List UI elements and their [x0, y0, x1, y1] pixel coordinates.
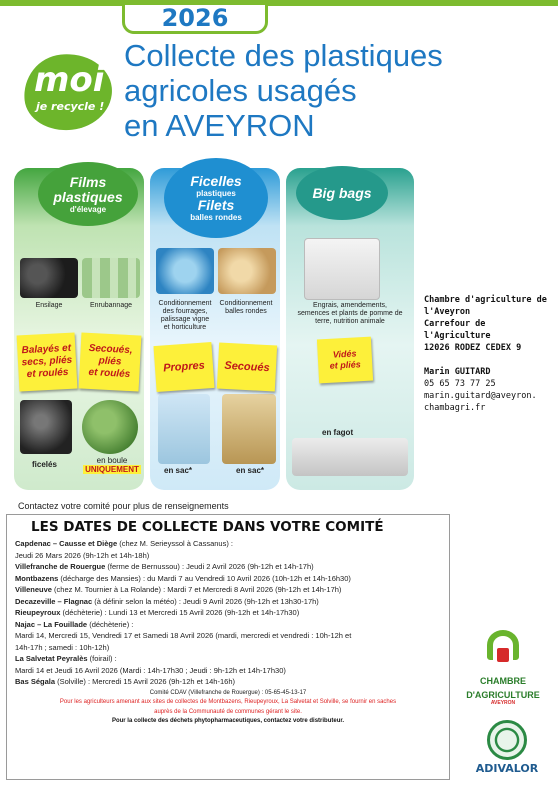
adivalor-logo	[464, 720, 550, 775]
contact-email-1[interactable]: marin.guitard@aveyron.	[424, 391, 537, 401]
chambre-agriculture-logo	[458, 628, 548, 718]
date-entry	[15, 653, 441, 665]
date-entry	[15, 538, 441, 550]
date-entry	[15, 676, 441, 688]
caption-bigbags-2: semences et plants de pomme de	[297, 310, 403, 317]
label-en-fagot: en fagot	[322, 428, 354, 437]
date-entry-place: Bas Ségala	[15, 677, 56, 686]
adivalor-circle-icon	[487, 720, 527, 760]
date-entry-place: Montbazens	[15, 573, 59, 583]
date-entry-place: Rieupeyroux	[15, 608, 61, 617]
foot-phyto: Pour la collecte des déchets phytopharmaceutiques, contactez votre distributeur.	[111, 718, 345, 724]
date-entry-detail: (à définir selon la météo) : Jeudi 9 Avril 2026 (9h-12h et 13h30-17h)	[92, 596, 319, 606]
date-entry	[15, 642, 441, 654]
date-entry-detail: 14h-17h ; samedi : 10h-12h)	[15, 642, 110, 652]
dates-list	[15, 538, 441, 688]
moi-je-recycle-logo	[24, 54, 112, 130]
dates-box	[6, 514, 450, 780]
caption-ficelles	[152, 300, 218, 332]
caption-filets-2: balles rondes	[225, 308, 267, 315]
contact-block	[424, 294, 554, 414]
films-title-1: Films	[69, 173, 107, 190]
ca-line2: D'AGRICULTURE	[466, 690, 540, 700]
caption-ficelles-3: palissage vigne	[160, 316, 210, 323]
films-title-2: plastiques	[53, 188, 123, 205]
contact-info: Contactez votre comité pour plus de renseignements	[18, 501, 229, 511]
date-entry-detail: (déchèterie) : Lundi 13 et Mercredi 15 Avril 2026 (9h-12h et 14h-17h30)	[60, 608, 300, 617]
ca-mark-icon	[481, 628, 525, 672]
title-line-3: en AVEYRON	[124, 108, 315, 143]
caption-enrubannage: Enrubannage	[89, 302, 133, 309]
foot-comite: Comité CDAV (Villefranche de Rouergue) : 05-65-45-13-17	[149, 689, 307, 696]
note-secoues-3: et roulés	[88, 366, 131, 381]
films-boule-photo	[82, 400, 138, 454]
date-entry-detail: (déchèterie) :	[87, 619, 134, 629]
year-box	[122, 2, 268, 34]
caption-bigbags-3: terre, nutrition animale	[315, 318, 385, 325]
date-entry-detail: (chez M. Serieyssol à Cassanus) :	[117, 539, 234, 548]
date-entry-detail: Mardi 14 et Jeudi 16 Avril 2026 (Mardi : 14h-17h30 ; Jeudi : 9h-12h et 14h-17h30)	[15, 665, 286, 675]
note-balayes-2: secs, pliés	[21, 354, 73, 369]
silage-photo	[20, 258, 78, 298]
label-en-boule-1: en boule	[96, 456, 128, 465]
date-entry	[15, 561, 441, 573]
caption-ficelles-2: des fourrages,	[162, 308, 208, 315]
date-entry-place: Najac – La Fouillade	[15, 619, 88, 629]
date-entry-place: Villeneuve	[15, 585, 52, 594]
sac-ficelles-photo	[158, 394, 210, 464]
date-entry	[15, 607, 441, 619]
date-entry-detail: (décharge des Mansies) : du Mardi 7 au Vendredi 10 Avril 2026 (10h-12h et 14h-16h30)	[58, 573, 351, 583]
note-secoues: Secoués	[217, 343, 277, 392]
bigbags-header	[296, 166, 388, 220]
caption-filets-1: Conditionnement	[219, 300, 273, 307]
caption-ficelles-1: Conditionnement	[158, 300, 212, 307]
ficelles-header	[164, 158, 268, 238]
contact-org1: Chambre d'agriculture de	[424, 295, 547, 305]
note-balayes-3: et roulés	[26, 366, 69, 381]
caption-filets	[214, 300, 278, 316]
note-vides-1: Vidés	[332, 348, 357, 360]
filets-sub: balles rondes	[190, 213, 242, 222]
caption-ficelles-4: et horticulture	[163, 324, 207, 331]
contact-addr1: Carrefour de l'Agriculture	[424, 319, 491, 341]
note-balayes	[17, 333, 78, 392]
date-entry	[15, 665, 441, 677]
label-en-sac-2: en sac*	[236, 466, 265, 475]
date-entry-place: Villefranche de Rouergue	[15, 562, 106, 571]
films-ficeles-photo	[20, 400, 72, 454]
ca-line1: CHAMBRE	[480, 676, 526, 686]
enrubannage-photo	[82, 258, 140, 298]
date-entry	[15, 584, 441, 596]
contact-phone: 05 65 73 77 25	[424, 379, 496, 389]
bigbags-title: Big bags	[312, 184, 372, 201]
date-entry-detail: (ferme de Bernussou) : Jeudi 2 Avril 2026 (9h-12h et 14h-17h)	[105, 562, 314, 571]
label-en-sac-1: en sac*	[164, 466, 193, 475]
date-entry-detail: (Solville) : Mercredi 15 Avril 2026 (9h-12h et 14h-16h)	[55, 677, 235, 686]
note-vides-2: et pliés	[329, 359, 362, 371]
logo-line1: moi	[34, 60, 105, 100]
dates-title: LES DATES DE COLLECTE DANS VOTRE COMITÉ	[31, 519, 384, 535]
contact-org2: l'Aveyron	[424, 307, 471, 317]
films-header	[38, 162, 138, 226]
films-subtitle: d'élevage	[69, 204, 107, 214]
caption-ensilage: Ensilage	[35, 302, 63, 309]
ficelles-photo	[156, 248, 214, 294]
date-entry-detail: (foirail) :	[87, 654, 117, 663]
contact-email-2[interactable]: chambagri.fr	[424, 403, 486, 413]
contact-addr2: 12026 RODEZ CEDEX 9	[424, 343, 522, 353]
ca-line3: AVEYRON	[490, 700, 516, 706]
sac-filets-photo	[222, 394, 276, 464]
contact-name: Marin GUITARD	[424, 367, 491, 377]
date-entry	[15, 550, 441, 562]
note-propres: Propres	[153, 342, 214, 392]
note-secoues-1: Secoués,	[88, 342, 133, 357]
fagot-photo	[292, 438, 408, 476]
logo-line2: je recycle !	[36, 100, 105, 113]
adivalor-text: ADIVALOR	[475, 762, 539, 775]
label-uniquement: UNIQUEMENT	[85, 465, 139, 474]
ficelles-title: Ficelles	[190, 173, 242, 189]
date-entry-detail: Mardi 14, Mercredi 15, Vendredi 17 et Samedi 18 Avril 2026 (mardi, mercredi et vendredi : 10h-12h et	[15, 631, 352, 640]
date-entry-detail: (chez M. Tournier à La Rolande) : Mardi 7 et Mercredi 8 Avril 2026 (9h-12h et 14h-17h)	[51, 585, 342, 594]
date-entry	[15, 573, 441, 585]
date-entry-place: Capdenac – Causse et Diège	[15, 539, 118, 548]
bale-photo	[218, 248, 276, 294]
note-balayes-1: Balayés et	[21, 342, 72, 357]
note-vides-plies	[317, 337, 373, 384]
date-entry-detail: Jeudi 26 Mars 2026 (9h-12h et 14h-18h)	[15, 550, 150, 560]
foot-note-1: Pour les agriculteurs amenant aux sites de collectes de Montbazens, Rieupeyroux, La Salvetat et Solville, se fournir en saches	[59, 699, 397, 705]
label-ficeles: ficelés	[32, 460, 57, 469]
date-entry-place: La Salvetat Peyralès	[15, 654, 88, 663]
note-secoues-plies	[79, 332, 142, 391]
top-bar	[0, 0, 558, 6]
date-entry	[15, 630, 441, 642]
note-secoues-2: pliés	[98, 355, 122, 368]
label-en-boule	[82, 456, 142, 474]
year: 2026	[161, 4, 229, 32]
date-entry	[15, 619, 441, 631]
filets-title: Filets	[197, 197, 235, 213]
title-line-2: agricoles usagés	[124, 73, 357, 108]
foot-note-2: auprès de la Communauté de communes gérant le site.	[154, 708, 302, 715]
page-title	[124, 38, 544, 143]
title-line-1: Collecte des plastiques	[124, 38, 443, 73]
caption-bigbags	[292, 302, 408, 326]
ficelles-sub: plastiques	[196, 189, 236, 198]
date-entry	[15, 596, 441, 608]
caption-bigbags-1: Engrais, amendements,	[313, 302, 387, 309]
date-entry-place: Decazeville – Flagnac	[15, 596, 93, 606]
bigbag-photo	[304, 238, 380, 300]
